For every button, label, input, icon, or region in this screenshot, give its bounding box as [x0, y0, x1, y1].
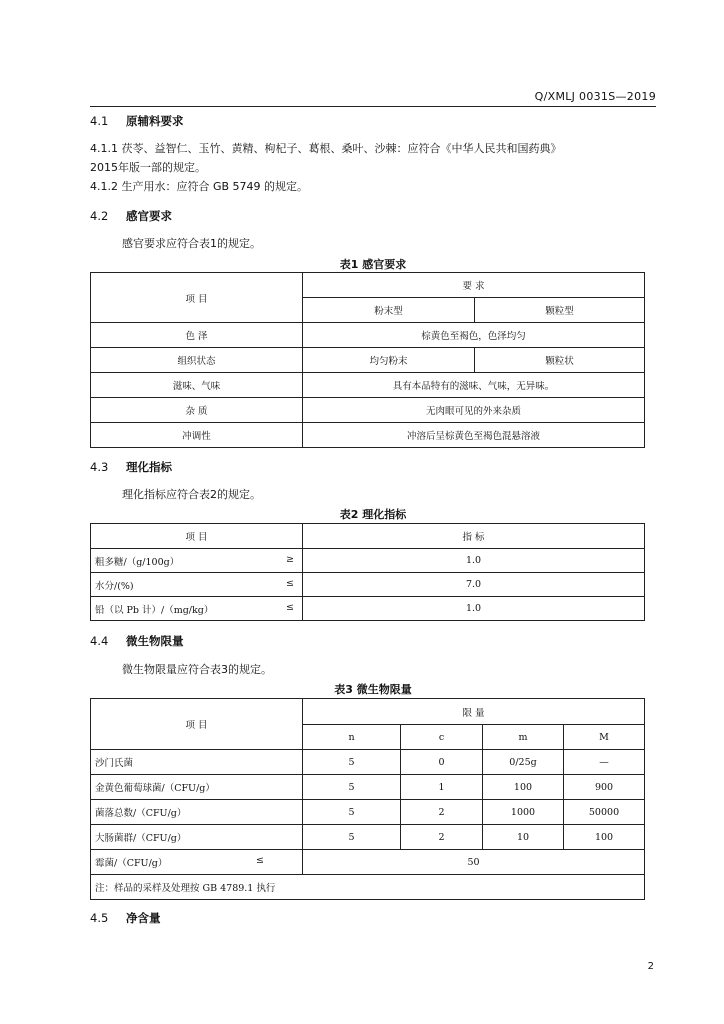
cell-item: 沙门氏菌: [91, 750, 303, 775]
cell-value: 1.0: [303, 597, 645, 621]
table-row: [91, 273, 645, 298]
cell-value: 50: [303, 850, 645, 875]
cell-n: 5: [303, 800, 401, 825]
header-item: 项 目: [91, 524, 303, 549]
header-m: m: [483, 725, 564, 750]
item-label: 霉菌/（CFU/g）: [95, 858, 168, 869]
cell-M: 50000: [564, 800, 645, 825]
table-row: [91, 573, 645, 597]
header-requirement: 要 求: [303, 273, 645, 298]
cell-value: 冲溶后呈棕黄色至褐色混悬溶液: [303, 423, 645, 448]
table-row: [91, 373, 645, 398]
comparison-symbol: ≤: [256, 855, 264, 866]
header-powder: 粉末型: [303, 298, 475, 323]
cell-c: 2: [401, 825, 483, 850]
cell-m: 10: [483, 825, 564, 850]
cell-n: 5: [303, 825, 401, 850]
header-rule: [90, 106, 656, 107]
section-intro: 微生物限量应符合表3的规定。: [122, 663, 272, 676]
cell-value: 无肉眼可见的外来杂质: [303, 398, 645, 423]
cell-item: [91, 850, 303, 875]
item-label: 粗多糖/（g/100g）: [95, 556, 180, 568]
table-row: [91, 597, 645, 621]
section-number: 4.3: [90, 460, 109, 474]
cell-value: 1.0: [303, 549, 645, 573]
paragraph-line: 2015年版一部的规定。: [90, 161, 206, 174]
table-1-sensory: [90, 272, 645, 448]
item-label: 水分/(%): [95, 580, 134, 592]
header-c: c: [401, 725, 483, 750]
table-row: [91, 875, 645, 900]
cell-item: [91, 549, 303, 573]
table-2-physicochemical: [90, 523, 645, 621]
table-row: [91, 825, 645, 850]
paragraph-4-1-1: [90, 139, 658, 196]
cell-m: 100: [483, 775, 564, 800]
table-1-caption: 表1 感官要求: [339, 258, 407, 271]
section-title: 净含量: [126, 911, 161, 925]
table-row: [91, 699, 645, 725]
cell-item: 组织状态: [91, 348, 303, 373]
section-intro: 理化指标应符合表2的规定。: [122, 488, 261, 501]
cell-c: 2: [401, 800, 483, 825]
standard-code: Q/XMLJ 0031S—2019: [534, 90, 656, 103]
cell-item: 滋味、气味: [91, 373, 303, 398]
cell-item: 杂 质: [91, 398, 303, 423]
comparison-symbol: ≤: [286, 577, 294, 589]
section-number: 4.2: [90, 209, 109, 223]
section-number: 4.4: [90, 634, 109, 648]
section-intro: 感官要求应符合表1的规定。: [122, 237, 261, 250]
cell-item: 冲调性: [91, 423, 303, 448]
cell-M: —: [564, 750, 645, 775]
table-row: [91, 800, 645, 825]
cell-M: 100: [564, 825, 645, 850]
header-index: 指 标: [303, 524, 645, 549]
section-number: 4.5: [90, 911, 109, 925]
table-row: [91, 348, 645, 373]
section-4-3-heading: [90, 459, 172, 475]
header-item: 项 目: [91, 273, 303, 323]
paragraph-4-1-2: 4.1.2 生产用水：应符合 GB 5749 的规定。: [90, 180, 309, 193]
cell-item: [91, 597, 303, 621]
cell-item: 大肠菌群/（CFU/g）: [91, 825, 303, 850]
cell-item: 色 泽: [91, 323, 303, 348]
table-row: [91, 850, 645, 875]
header-n: n: [303, 725, 401, 750]
table-row: [91, 775, 645, 800]
paragraph-line: 4.1.1 茯苓、益智仁、玉竹、黄精、枸杞子、葛根、桑叶、沙棘：应符合《中华人民共和国药典》: [90, 142, 562, 155]
table-row: [91, 323, 645, 348]
cell-n: 5: [303, 775, 401, 800]
page-number: 2: [647, 961, 654, 972]
comparison-symbol: ≥: [286, 553, 294, 565]
table-row: [91, 423, 645, 448]
item-label: 铅（以 Pb 计）/（mg/kg）: [95, 604, 214, 616]
cell-m: 1000: [483, 800, 564, 825]
cell-M: 900: [564, 775, 645, 800]
cell-c: 0: [401, 750, 483, 775]
section-number: 4.1: [90, 114, 109, 128]
table-row: [91, 398, 645, 423]
section-4-4-heading: [90, 633, 184, 649]
table-3-microbial: [90, 698, 645, 900]
cell-item: 金黄色葡萄球菌/（CFU/g）: [91, 775, 303, 800]
table-row: [91, 549, 645, 573]
table-3-caption: 表3 微生物限量: [334, 683, 412, 696]
table-2-caption: 表2 理化指标: [339, 508, 407, 521]
section-title: 原辅料要求: [126, 114, 184, 128]
comparison-symbol: ≤: [286, 601, 294, 613]
header-M: M: [564, 725, 645, 750]
cell-value: 具有本品特有的滋味、气味，无异味。: [303, 373, 645, 398]
header-limit: 限 量: [303, 699, 645, 725]
section-4-1-heading: [90, 113, 184, 129]
cell-value: 7.0: [303, 573, 645, 597]
cell-c: 1: [401, 775, 483, 800]
cell-item: [91, 573, 303, 597]
cell-value: 均匀粉末: [303, 348, 475, 373]
table-row: [91, 524, 645, 549]
table-row: [91, 750, 645, 775]
header-granule: 颗粒型: [475, 298, 645, 323]
cell-n: 5: [303, 750, 401, 775]
cell-value: 棕黄色至褐色，色泽均匀: [303, 323, 645, 348]
header-item: 项 目: [91, 699, 303, 750]
cell-item: 菌落总数/（CFU/g）: [91, 800, 303, 825]
cell-m: 0/25g: [483, 750, 564, 775]
section-4-2-heading: [90, 208, 172, 224]
section-title: 感官要求: [126, 209, 172, 223]
section-title: 微生物限量: [126, 634, 184, 648]
cell-value: 颗粒状: [475, 348, 645, 373]
section-4-5-heading: [90, 910, 161, 926]
table-note: 注：样品的采样及处理按 GB 4789.1 执行: [91, 875, 645, 900]
section-title: 理化指标: [126, 460, 172, 474]
